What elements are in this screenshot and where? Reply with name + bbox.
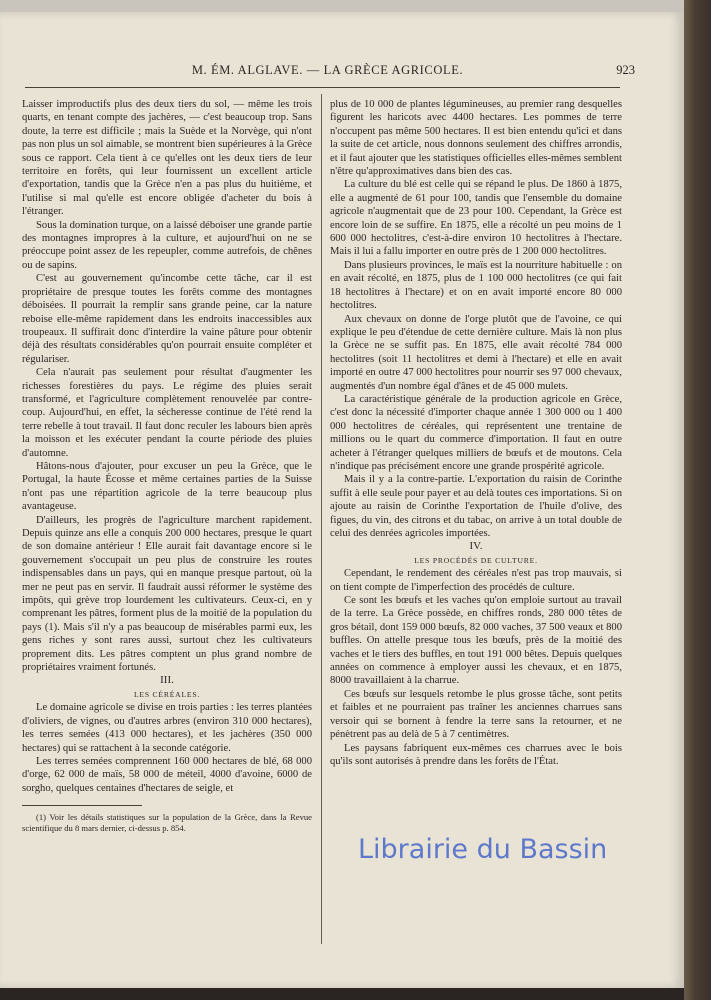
paragraph: Cependant, le rendement des céréales n'est pas trop mauvais, si on tient compte de l'imperfection des procédés de culture. — [330, 568, 622, 593]
paragraph: La caractéristique générale de la production agricole en Grèce, c'est donc la nécessité d'importer chaque année 1 300 000 ou 1 400 000 hectolitres de céréales, qui représentent une trentaine de millions ou le quart du commerce d'importation. Il faut en outre acheter à l'étranger quelques milliers de bœufs et de moutons. Cela n'indique pas précisément encore une grande prospérité agricole. — [330, 393, 622, 472]
section-number: IV. — [469, 540, 483, 553]
page-number: 923 — [616, 63, 635, 77]
footnote: (1) Voir les détails statistiques sur la population de la Grèce, dans la Revue scientifique du 8 mars dernier, ci-dessus p. 854. — [22, 812, 312, 833]
paragraph: Le domaine agricole se divise en trois parties : les terres plantées d'oliviers, de vignes, ou d'autres arbres (environ 310 000 hectares), les terres semées (413 000 hectares), et les jachères (350 000 hectares) qui se rattachent à la seconde catégorie. — [22, 702, 312, 754]
top-edge — [0, 0, 711, 12]
footnote-rule — [22, 805, 142, 806]
running-header — [20, 60, 635, 82]
paragraph: Sous la domination turque, on a laissé déboiser une grande partie des montagnes impropres à la culture, et aujourd'hui on ne se préoccupe point assez de les repeupler, comme autrefois, de chênes ou de sapins. — [22, 219, 312, 271]
paragraph: Aux chevaux on donne de l'orge plutôt que de l'avoine, ce qui explique le peu d'étendue de cette dernière culture. Mais là non plus la Grèce ne se suffit pas. En 1875, elle avait récolté 784 000 hectolitres (soit 11 hectolitres et demi à l'hectare) et elle en avait importé en outre 47 000 hectolitres pour nourrir ses 97 000 chevaux, augmentés d'un nombre égal d'ânes et de 45 000 mulets. — [330, 313, 622, 392]
paragraph: Cela n'aurait pas seulement pour résultat d'augmenter les richesses forestières du pays. Le régime des pluies serait transformé, et l'agriculture complètement renouvelée par contre-coup. Aujourd'hui, en effet, la sécheresse continue de l'été rend la terre rebelle à tout travail. Il faut donc reculer les labours bien après la moisson et les exécuter pendant la courte période des pluies d'automne. — [22, 367, 312, 459]
header-rule — [25, 87, 620, 88]
paragraph: La culture du blé est celle qui se répand le plus. De 1860 à 1875, elle a augmenté de 61 pour 100, tandis que l'ensemble du domaine agricole n'augmentait que de 23 pour 100. Cependant, la Grèce est encore loin de se suffire. En 1875, elle a récolté un peu moins de 1 600 000 hectolitres, c'est-à-dire environ 10 hectolitres à l'hectare. Mais il lui a fallu importer en outre près de 1 200 000 hectolitres. — [330, 179, 622, 258]
paragraph: Mais il y a la contre-partie. L'exportation du raisin de Corinthe suffit à elle seule pour payer et au delà toutes ces importations. Si on ajoute au raisin de Corinthe l'exportation de l'huile d'olive, des figues, du vin, des citrons et du tabac, on arrive à un total double de celui des denrées agricoles importées. — [330, 474, 622, 539]
paragraph: D'ailleurs, les progrès de l'agriculture marchent rapidement. Depuis quinze ans elle a conquis 200 000 hectares, presque le quart de son domaine antérieur ! Elle aurait fait davantage encore si le gouvernement s'occupait un peu plus de construire les routes indispensables dans un pays, qui en manque presque partout, où la mer ne peut pas en servir. Il faudrait aussi réformer le système des impôts, qui grève trop lourdement les cultivateurs. Ceux-ci, en y comprenant les pâtres, forment plus de la moitié de la population du pays (1). Mais s'il n'y a pas beaucoup de misérables parmi eux, les gens riches y sont rares aussi, surtout chez les cultivateurs proprement dits. Les pâtres comptent un plus grand nombre de propriétaires vraiment fortunés. — [22, 514, 312, 674]
left-column — [22, 98, 312, 833]
paragraph: C'est au gouvernement qu'incombe cette tâche, car il est propriétaire de presque toutes les forêts comme des montagnes déboisées. Il pourrait la remplir sans grande peine, car la nature reboise elle-même rapidement dans les endroits inaccessibles aux troupeaux. Il suffirait donc d'interdire la vaine pâture pour obtenir déjà des résultats considérables qu'on pourrait ensuite compléter et régulariser. — [22, 273, 312, 365]
paragraph: Laisser improductifs plus des deux tiers du sol, — même les trois quarts, en tenant compte des jachères, — c'est beaucoup trop. Sans doute, la terre est difficile ; mais la Suède et la Norvège, qui n'ont pas non plus un sol aimable, se montrent bien supérieures à la Grèce sous ce rapport. Cela tient à ce qu'elles ont les deux tiers de leur territoire en forêts, qui leur fournissent un excellent article d'exportation, tandis que la Grèce n'en a pas plus du huitième, et l'utilise si mal qu'elle est encore obligée d'acheter du bois à l'étranger. — [22, 99, 312, 218]
right-column — [330, 98, 622, 768]
paragraph: plus de 10 000 de plantes légumineuses, au premier rang desquelles figurent les haricots avec 4400 hectares. Les pommes de terre n'occupent pas même 500 hectares. Il est bien entendu qu'ici et dans la suite de cet article, nous donnons seulement des chiffres arrondis, et il faut ajouter que les statistiques officielles elles-mêmes semblent n'être qu'approximatives dans bien des cas. — [330, 99, 622, 178]
paragraph: Dans plusieurs provinces, le maïs est la nourriture habituelle : on en avait récolté, en 1875, plus de 1 100 000 hectolitres (ce qui fait 18 hectolitres à l'hectare) et on en avait importé encore 80 000 hectolitres. — [330, 259, 622, 312]
section-title: LES PROCÉDÉS DE CULTURE. — [414, 555, 538, 565]
paragraph: Ce sont les bœufs et les vaches qu'on emploie surtout au travail de la terre. La Grèce possède, en chiffres ronds, 280 000 têtes de gros bétail, dont 159 000 bœufs, 82 000 vaches, 37 500 veaux et 800 buffles. On attelle presque tous les bœufs, près de la moitié des vaches et le tiers des buffles, en tout 191 000 bêtes. Depuis quelques années on commence à employer aussi les chevaux, et en 1875, 8000 travaillaient à la charrue. — [330, 595, 622, 687]
book-spine — [684, 0, 711, 1000]
seller-watermark: Librairie du Bassin — [358, 834, 608, 865]
paragraph: Les paysans fabriquent eux-mêmes ces charrues avec le bois qu'ils sont autorisés à prendre dans les forêts de l'État. — [330, 742, 622, 767]
paragraph: Ces bœufs sur lesquels retombe le plus grosse tâche, sont petits et faibles et ne pourraient pas traîner les anciennes charrues sans versoir qui se bornent à fendre la terre sans la retourner, et ne pénètrent pas au delà de 5 à 7 centimètres. — [330, 688, 622, 741]
section-title: LES CÉRÉALES. — [133, 689, 201, 699]
paragraph: Les terres semées comprennent 160 000 hectares de blé, 68 000 d'orge, 62 000 de maïs, 58 000 de méteil, 4000 d'avoine, 6000 de sorgho, quelques centaines d'hectares de seigle, et — [22, 755, 312, 794]
running-title: M. ÉM. ALGLAVE. — LA GRÈCE AGRICOLE. — [191, 63, 464, 77]
paragraph: Hâtons-nous d'ajouter, pour excuser un peu la Grèce, que le Portugal, la haute Écosse et même certaines parties de la Suisse n'ont pas une répartition agricole de la terre beaucoup plus avantageuse. — [22, 460, 312, 513]
column-divider — [321, 94, 322, 944]
section-number: III. — [160, 674, 174, 687]
